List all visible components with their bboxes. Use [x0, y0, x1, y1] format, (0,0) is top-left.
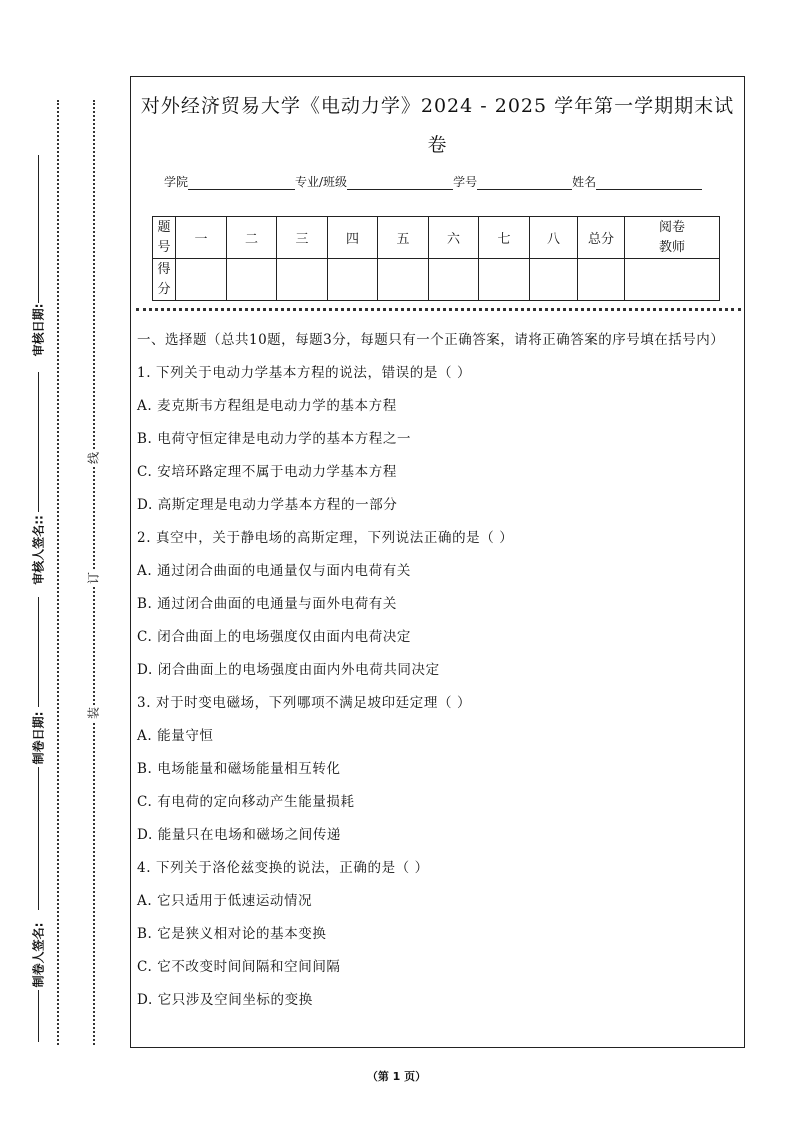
- score-col-header: 四: [328, 217, 378, 259]
- score-col-header: 阅卷教师: [625, 217, 720, 259]
- question-stem: 2. 真空中，关于静电场的高斯定理，下列说法正确的是（ ）: [137, 530, 514, 546]
- score-cell[interactable]: [277, 259, 328, 301]
- score-table-row-head: 题号: [153, 217, 176, 259]
- name-blank[interactable]: [596, 177, 702, 190]
- score-col-header: 六: [429, 217, 479, 259]
- question-stem: 1. 下列关于电动力学基本方程的说法，错误的是（ ）: [137, 365, 472, 381]
- score-col-header: 七: [479, 217, 530, 259]
- score-col-header: 八: [530, 217, 578, 259]
- score-table: [152, 216, 720, 301]
- answer-option: C. 闭合曲面上的电场强度仅由面内电荷决定: [137, 629, 412, 645]
- question-stem: 3. 对于时变电磁场，下列哪项不满足坡印廷定理（ ）: [137, 695, 472, 711]
- review-date-line: [38, 155, 39, 303]
- score-table-row-head: 得分: [153, 259, 176, 301]
- score-col-header: 总分: [578, 217, 625, 259]
- college-label: 学院: [164, 175, 189, 189]
- answer-option: D. 能量只在电场和磁场之间传递: [137, 827, 342, 843]
- answer-option: B. 通过闭合曲面的电通量与面外电荷有关: [137, 596, 398, 612]
- answer-option: B. 它是狭义相对论的基本变换: [137, 926, 327, 942]
- question-stem: 4. 下列关于洛伦兹变换的说法，正确的是（ ）: [137, 860, 429, 876]
- name-label: 姓名: [572, 175, 597, 189]
- answer-option: A. 麦克斯韦方程组是电动力学的基本方程: [137, 398, 397, 414]
- answer-option: C. 安培环路定理不属于电动力学基本方程: [137, 464, 397, 480]
- reviewer-signature-line: [38, 372, 39, 512]
- answer-option: B. 电荷守恒定律是电动力学的基本方程之一: [137, 431, 412, 447]
- exam-frame: [130, 76, 745, 1048]
- reviewer-signature-label: 审核人签名::: [31, 515, 46, 585]
- score-cell[interactable]: [227, 259, 277, 301]
- answer-option: A. 它只适用于低速运动情况: [137, 893, 313, 909]
- student-id-label: 学号: [453, 175, 478, 189]
- binding-dotted-line-outer: [57, 100, 59, 1045]
- answer-option: A. 能量守恒: [137, 728, 214, 744]
- score-col-header: 一: [176, 217, 227, 259]
- exam-title-continued: 卷: [427, 134, 448, 156]
- review-date-label: 审核日期:: [31, 303, 46, 357]
- binding-char-fix: 装: [86, 706, 101, 720]
- score-col-header: 三: [277, 217, 328, 259]
- college-blank[interactable]: [188, 177, 295, 190]
- answer-option: C. 它不改变时间间隔和空间间隔: [137, 959, 341, 975]
- answer-option: D. 它只涉及空间坐标的变换: [137, 992, 313, 1008]
- score-cell[interactable]: [429, 259, 479, 301]
- prepare-date-line: [38, 597, 39, 707]
- answer-option: B. 电场能量和磁场能量相互转化: [137, 761, 341, 777]
- section-header: 一、选择题（总共10题，每题3分，每题只有一个正确答案，请将正确答案的序号填在括号内）: [137, 332, 725, 348]
- major-class-blank[interactable]: [347, 177, 453, 190]
- preparer-signature-line-bottom: [38, 990, 39, 1042]
- page-number: （第 1 页）: [366, 1070, 427, 1083]
- score-cell[interactable]: [176, 259, 227, 301]
- score-cell[interactable]: [578, 259, 625, 301]
- answer-option: D. 高斯定理是电动力学基本方程的一部分: [137, 497, 398, 513]
- score-cell[interactable]: [625, 259, 720, 301]
- score-cell[interactable]: [530, 259, 578, 301]
- score-cell[interactable]: [479, 259, 530, 301]
- question-content: [137, 329, 740, 1017]
- section-divider: [136, 308, 741, 311]
- score-col-header: 二: [227, 217, 277, 259]
- preparer-signature-line: [38, 767, 39, 910]
- student-id-blank[interactable]: [477, 177, 572, 190]
- score-col-header: 五: [378, 217, 429, 259]
- exam-title: 对外经济贸易大学《电动力学》2024 - 2025 学年第一学期期末试: [140, 95, 735, 117]
- answer-option: C. 有电荷的定向移动产生能量损耗: [137, 794, 355, 810]
- binding-char-line: 线: [86, 451, 101, 465]
- preparer-signature-label: 制卷人签名:: [31, 922, 46, 988]
- binding-char-order: 订: [86, 571, 101, 585]
- prepare-date-label: 制卷日期:: [31, 711, 46, 765]
- score-cell[interactable]: [378, 259, 429, 301]
- student-info-row: [164, 173, 702, 190]
- answer-option: D. 闭合曲面上的电场强度由面内外电荷共同决定: [137, 662, 440, 678]
- score-cell[interactable]: [328, 259, 378, 301]
- major-class-label: 专业/班级: [295, 175, 348, 189]
- answer-option: A. 通过闭合曲面的电通量仅与面内电荷有关: [137, 563, 411, 579]
